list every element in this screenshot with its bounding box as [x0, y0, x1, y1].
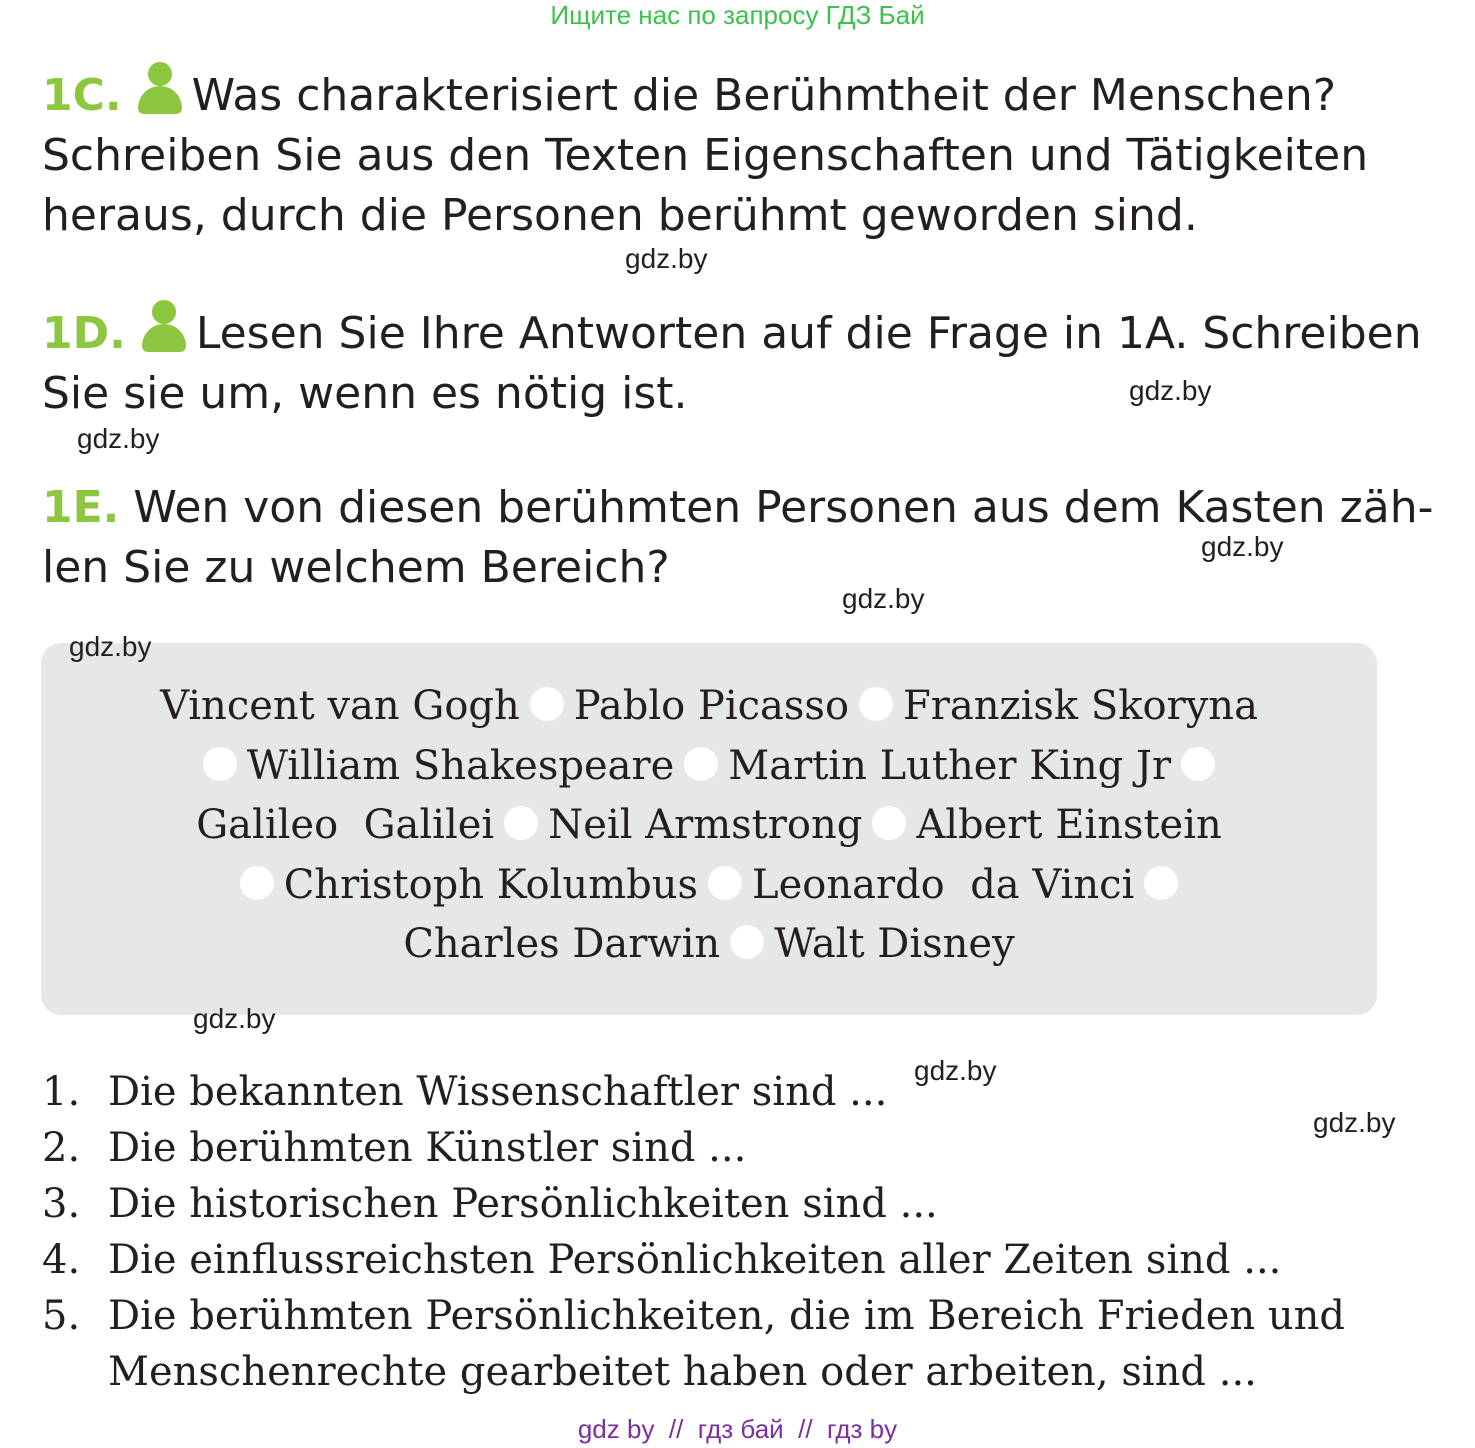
category-list	[42, 1064, 1402, 1400]
person-name: Christoph Kolumbus	[283, 862, 699, 908]
list-item	[42, 1120, 1402, 1176]
separator-dot	[1181, 747, 1215, 781]
separator-dot	[504, 806, 538, 840]
names-box	[41, 643, 1377, 1015]
watermark: gdz.by	[77, 423, 160, 454]
watermark: gdz.by	[1313, 1107, 1396, 1138]
list-item	[42, 1176, 1402, 1232]
task-text: heraus, durch die Personen berühmt geworden sind.	[42, 190, 1198, 241]
person-name: William Shakespeare	[246, 743, 675, 789]
task-text: Sie sie um, wenn es nötig ist.	[42, 368, 688, 419]
separator-dot	[684, 747, 718, 781]
list-item	[42, 1288, 1402, 1344]
list-number: 1.	[42, 1069, 81, 1115]
watermark: gdz.by	[625, 243, 708, 274]
watermark: gdz.by	[914, 1055, 997, 1086]
names-row	[41, 919, 1377, 969]
list-text: Menschenrechte gearbeitet haben oder arbeiten, sind ...	[108, 1349, 1257, 1395]
names-row	[41, 860, 1377, 910]
person-name: Albert Einstein	[916, 802, 1222, 848]
names-row	[41, 800, 1377, 850]
person-name: Galileo Galilei	[196, 802, 495, 848]
person-name: Martin Luther King Jr	[728, 743, 1172, 789]
separator-dot	[1144, 866, 1178, 900]
task-line	[42, 62, 1387, 126]
separator-dot	[530, 687, 564, 721]
task-number: 1C.	[42, 70, 122, 121]
list-item	[42, 1064, 1402, 1120]
person-name: Charles Darwin	[403, 921, 721, 967]
separator-dot	[872, 806, 906, 840]
list-text: Die berühmten Künstler sind ...	[108, 1125, 747, 1171]
task-text: Wen von diesen berühmten Personen aus dem Kasten zäh-	[133, 482, 1434, 533]
separator-dot	[730, 925, 764, 959]
task-line	[42, 478, 1434, 538]
task-text: Schreiben Sie aus den Texten Eigenschaften und Tätigkeiten	[42, 130, 1369, 181]
person-icon	[136, 62, 182, 116]
task-1e	[42, 478, 1434, 598]
watermark: gdz.by	[1201, 531, 1284, 562]
list-item	[42, 1344, 1402, 1400]
footer: gdz by // гдз бай // гдз by	[577, 1414, 898, 1444]
list-number: 4.	[42, 1237, 81, 1283]
list-text: Die einflussreichsten Persönlichkeiten aller Zeiten sind ...	[108, 1237, 1282, 1283]
names-row	[41, 681, 1377, 731]
task-text: Was charakterisiert die Berühmtheit der Menschen?	[191, 70, 1337, 121]
person-name: Leonardo da Vinci	[752, 862, 1135, 908]
person-icon	[140, 300, 186, 354]
task-line	[42, 300, 1422, 364]
list-text: Die berühmten Persönlichkeiten, die im Bereich Frieden und	[108, 1293, 1345, 1339]
person-name: Walt Disney	[774, 921, 1015, 967]
task-text: len Sie zu welchem Bereich?	[42, 542, 670, 593]
task-number: 1D.	[42, 308, 126, 359]
person-name: Pablo Picasso	[573, 683, 850, 729]
person-name: Franzisk Skoryna	[903, 683, 1258, 729]
task-1c	[42, 62, 1387, 246]
names-row	[41, 741, 1377, 791]
top-banner: Ищите нас по запросу ГДЗ Бай	[550, 0, 925, 30]
watermark: gdz.by	[1129, 375, 1212, 406]
list-text: Die historischen Persönlichkeiten sind ...	[108, 1181, 938, 1227]
watermark: gdz.by	[842, 583, 925, 614]
watermark: gdz.by	[69, 631, 152, 662]
separator-dot	[203, 747, 237, 781]
watermark: gdz.by	[193, 1003, 276, 1034]
list-number: 3.	[42, 1181, 81, 1227]
person-name: Neil Armstrong	[548, 802, 863, 848]
separator-dot	[240, 866, 274, 900]
person-name: Vincent van Gogh	[160, 683, 520, 729]
task-text: Lesen Sie Ihre Antworten auf die Frage in 1A. Schreiben	[195, 308, 1422, 359]
separator-dot	[708, 866, 742, 900]
list-number: 2.	[42, 1125, 81, 1171]
list-text: Die bekannten Wissenschaftler sind ...	[108, 1069, 888, 1115]
list-item	[42, 1232, 1402, 1288]
task-number: 1E.	[42, 482, 120, 533]
list-number: 5.	[42, 1293, 81, 1339]
separator-dot	[859, 687, 893, 721]
